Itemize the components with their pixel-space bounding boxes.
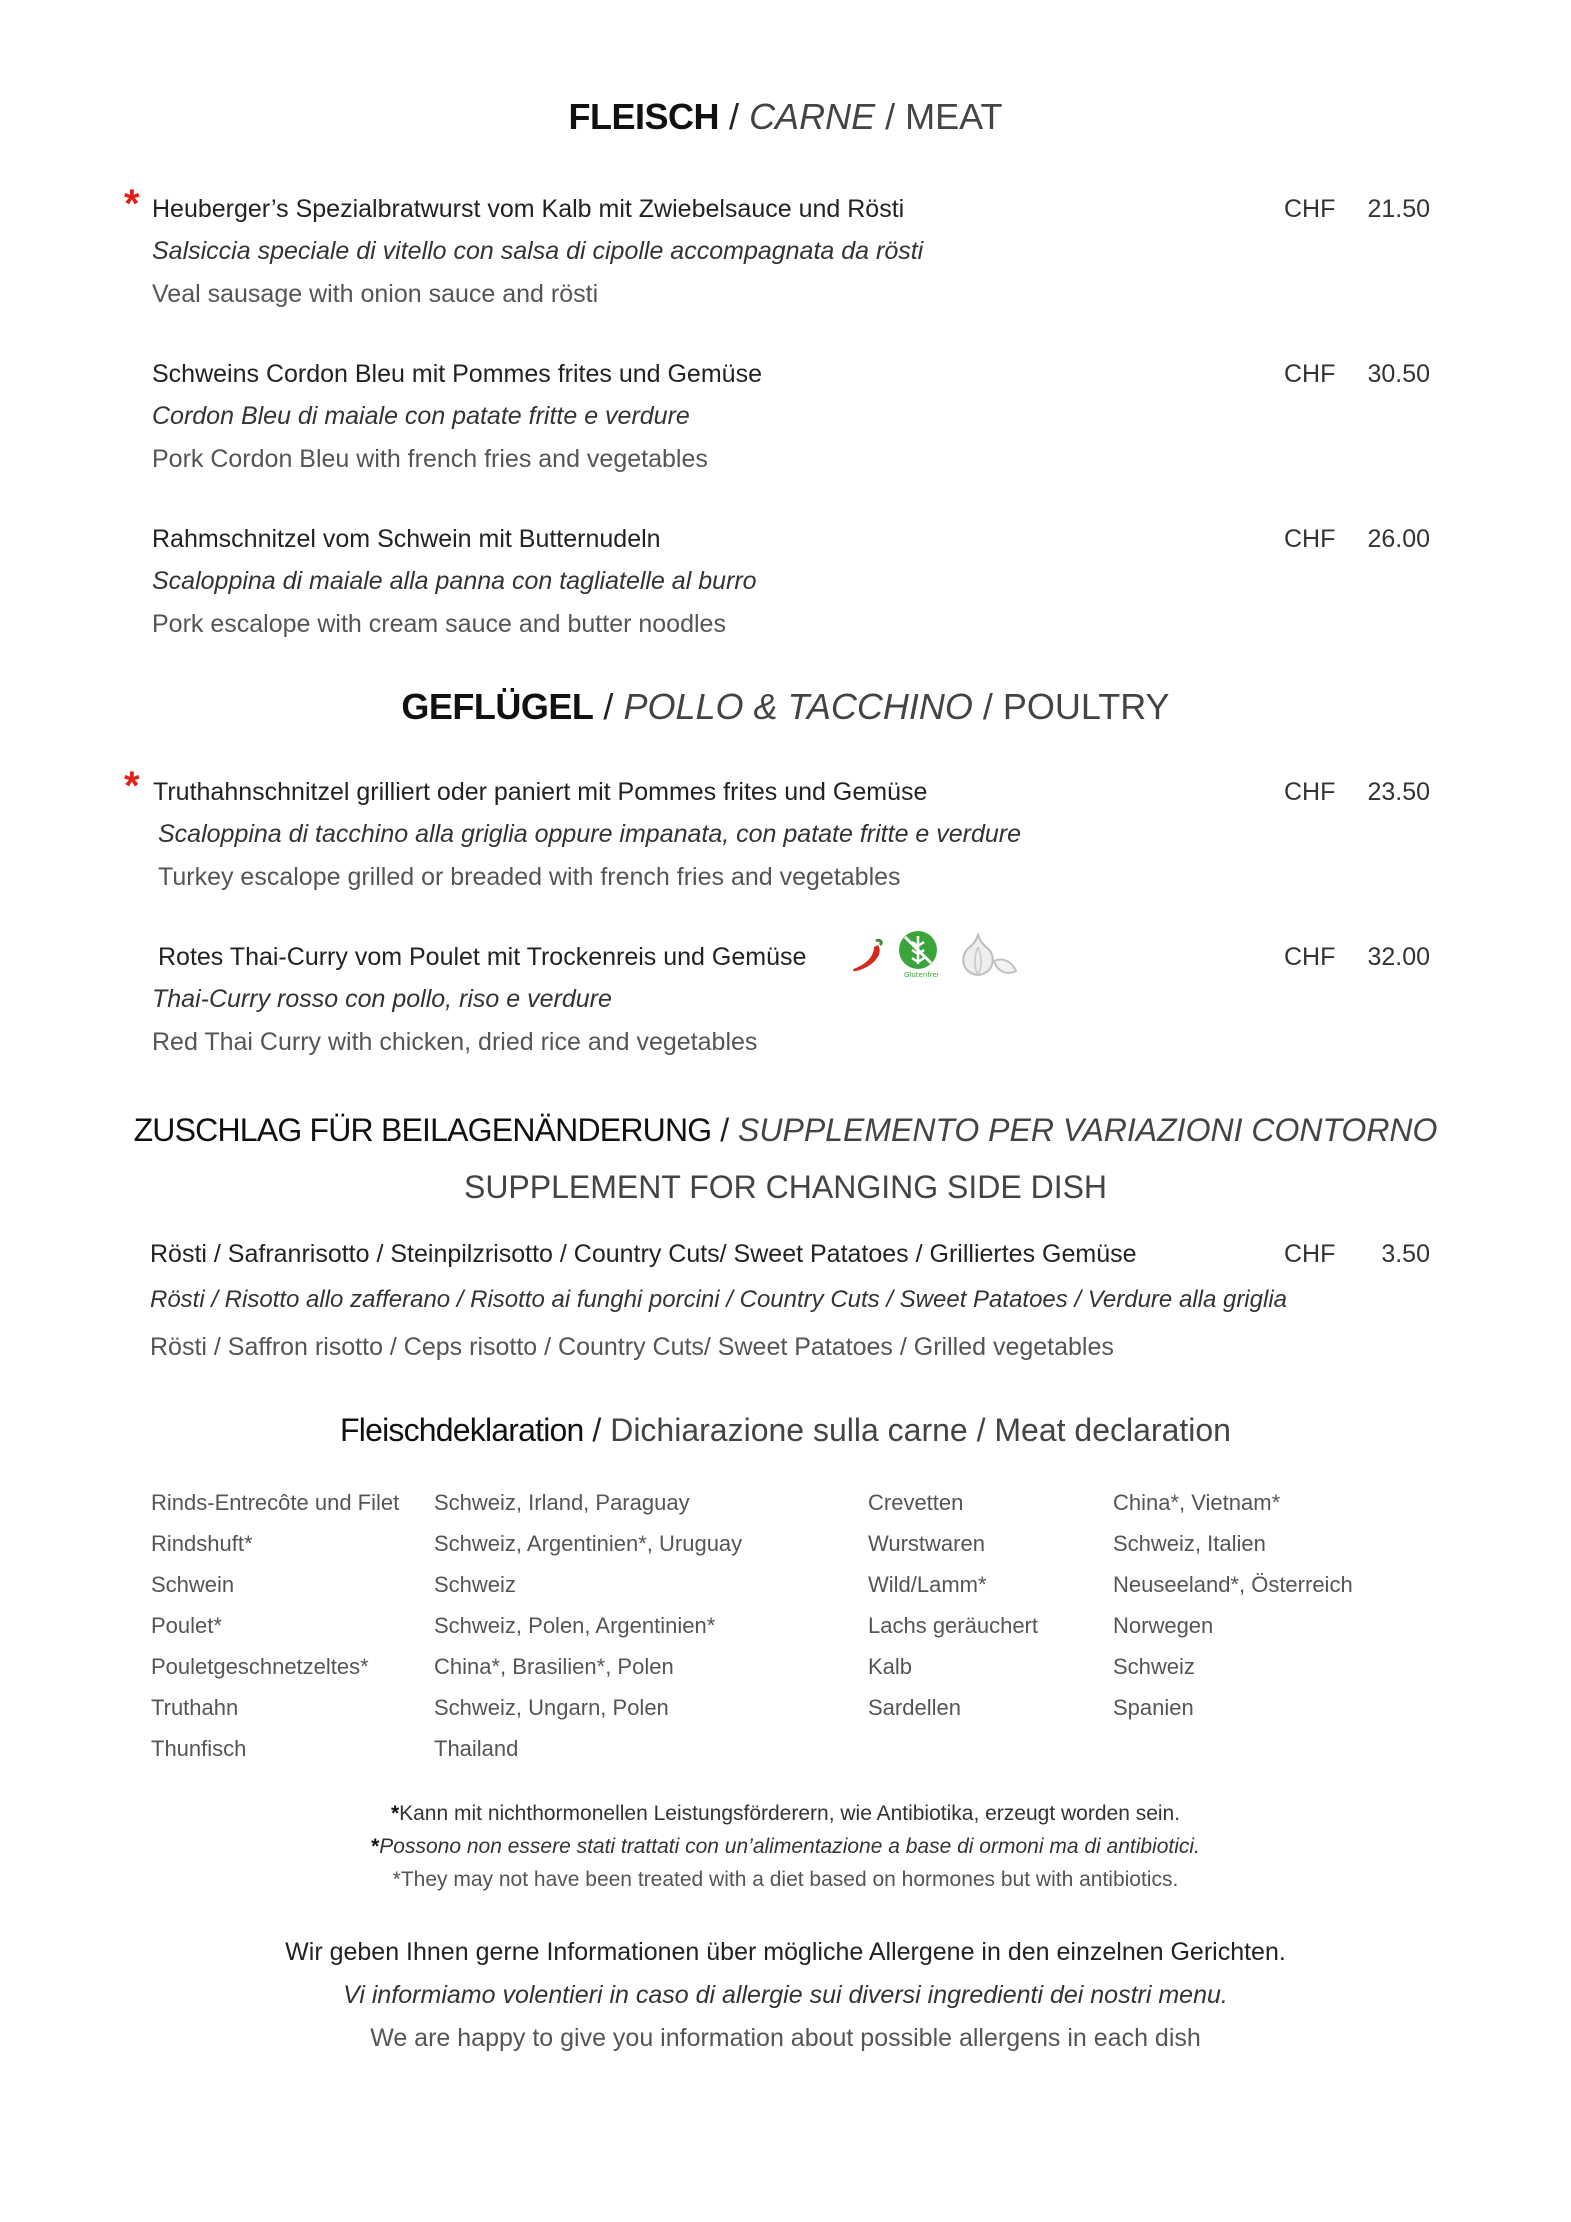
declaration-origin: Neuseeland*, Österreich [1113, 1572, 1353, 1597]
declaration-meat: Schwein [151, 1572, 235, 1597]
title-separator: / [593, 686, 624, 727]
menu-item-name-en: Turkey escalope grilled or breaded with french fries and vegetables [158, 863, 901, 891]
menu-item-price: 26.00 [1367, 525, 1430, 553]
section-title-poultry [0, 686, 1571, 728]
declaration-origin: Norwegen [1113, 1613, 1214, 1638]
title-it: POLLO & TACCHINO [623, 686, 973, 727]
menu-item-name-en: Red Thai Curry with chicken, dried rice and vegetables [152, 1028, 758, 1056]
allergen-info-de: Wir geben Ihnen gerne Informationen über mögliche Allergene in den einzelnen Gerichten. [285, 1938, 1286, 1966]
currency-label: CHF [1284, 778, 1336, 806]
currency-label: CHF [1284, 943, 1336, 971]
declaration-meat: Poulet* [151, 1613, 222, 1638]
menu-item-name-en: Veal sausage with onion sauce and rösti [152, 280, 599, 308]
title-separator: / [711, 1112, 739, 1148]
declaration-meat: Lachs geräuchert [868, 1613, 1038, 1638]
currency-label: CHF [1284, 525, 1336, 553]
menu-item-name-it: Cordon Bleu di maiale con patate fritte e verdure [152, 402, 690, 430]
title-de: ZUSCHLAG FÜR BEILAGENÄNDERUNG [133, 1112, 712, 1148]
footnote-it [0, 1835, 1571, 1859]
antibiotic-marker: * [124, 182, 140, 226]
declaration-meat: Rindshuft* [151, 1531, 253, 1556]
menu-item-name-it: Salsiccia speciale di vitello con salsa di cipolle accompagnata da rösti [152, 237, 924, 265]
allergen-info-it: Vi informiamo volentieri in caso di allergie sui diversi ingredienti dei nostri menu. [343, 1981, 1228, 2009]
declaration-origin: Schweiz [1113, 1654, 1195, 1679]
declaration-meat: Rinds-Entrecôte und Filet [151, 1490, 400, 1515]
title-de: Fleischdeklaration [340, 1412, 584, 1448]
title-separator: / [719, 96, 750, 137]
declaration-meat: Truthahn [151, 1695, 239, 1720]
declaration-meat: Crevetten [868, 1490, 964, 1515]
menu-item-name-de: Truthahnschnitzel grilliert oder paniert mit Pommes frites und Gemüse [153, 778, 928, 806]
title-en: POULTRY [1002, 686, 1170, 727]
menu-item-name-de: Heuberger’s Spezialbratwurst vom Kalb mit Zwiebelsauce und Rösti [152, 195, 905, 223]
menu-item-price: 32.00 [1367, 943, 1430, 971]
menu-item-price: 23.50 [1367, 778, 1430, 806]
title-de: FLEISCH [568, 96, 720, 137]
currency-label: CHF [1284, 195, 1336, 223]
declaration-meat: Wurstwaren [868, 1531, 985, 1556]
declaration-meat: Thunfisch [151, 1736, 247, 1761]
antibiotic-marker: * [124, 764, 140, 808]
title-it: SUPPLEMENTO PER VARIAZIONI CONTORNO [738, 1112, 1438, 1148]
declaration-origin: China*, Brasilien*, Polen [434, 1654, 674, 1679]
menu-item-name-de: Rahmschnitzel vom Schwein mit Butternudeln [152, 525, 661, 553]
title-rest: Dichiarazione sulla carne / Meat declaration [610, 1412, 1231, 1448]
declaration-meat: Pouletgeschnetzeltes* [151, 1654, 369, 1679]
footnote-marker: * [390, 1802, 400, 1825]
title-it: CARNE [749, 96, 876, 137]
supplement-name-de: Rösti / Safranrisotto / Steinpilzrisotto / Country Cuts/ Sweet Patatoes / Grilliertes Gemüse [150, 1240, 1137, 1268]
supplement-name-it: Rösti / Risotto allo zafferano / Risotto ai funghi porcini / Country Cuts / Sweet Patatoes / Verdure alla griglia [150, 1286, 1287, 1313]
section-subtitle-en: SUPPLEMENT FOR CHANGING SIDE DISH [463, 1169, 1108, 1205]
declaration-origin: Schweiz, Irland, Paraguay [434, 1490, 690, 1515]
declaration-meat: Kalb [868, 1654, 913, 1679]
section-title-declaration [0, 1412, 1571, 1449]
chili-icon [850, 935, 886, 980]
declaration-origin: Schweiz, Argentinien*, Uruguay [434, 1531, 743, 1556]
menu-item-name-it: Scaloppina di tacchino alla griglia oppure impanata, con patate fritte e verdure [158, 820, 1022, 848]
footnote-marker: * [371, 1835, 380, 1858]
menu-item-name-it: Scaloppina di maiale alla panna con tagliatelle al burro [152, 567, 757, 595]
currency-label: CHF [1284, 1240, 1336, 1268]
title-separator: / [972, 686, 1003, 727]
section-title-supplement [0, 1112, 1571, 1149]
supplement-price: 3.50 [1381, 1240, 1430, 1268]
title-separator: / [583, 1412, 611, 1448]
garlic-icon [950, 931, 1020, 984]
footnote-de [0, 1802, 1571, 1826]
footnote-de-text: Kann mit nichthormonellen Leistungsförderern, wie Antibiotika, erzeugt worden sein. [399, 1802, 1181, 1825]
declaration-origin: China*, Vietnam* [1113, 1490, 1281, 1515]
menu-item-price: 21.50 [1367, 195, 1430, 223]
section-title-meat [0, 96, 1571, 138]
declaration-origin: Spanien [1113, 1695, 1194, 1720]
declaration-origin: Schweiz [434, 1572, 516, 1597]
menu-item-name-de: Rotes Thai-Curry vom Poulet mit Trockenreis und Gemüse [158, 943, 807, 971]
footnote-en: *They may not have been treated with a diet based on hormones but with antibiotics. [392, 1868, 1179, 1891]
declaration-origin: Schweiz, Ungarn, Polen [434, 1695, 669, 1720]
title-separator: / [875, 96, 906, 137]
gluten-free-icon [896, 930, 940, 985]
declaration-origin: Schweiz, Polen, Argentinien* [434, 1613, 716, 1638]
menu-item-name-de: Schweins Cordon Bleu mit Pommes frites und Gemüse [152, 360, 762, 388]
declaration-origin: Schweiz, Italien [1113, 1531, 1266, 1556]
menu-item-name-en: Pork Cordon Bleu with french fries and vegetables [152, 445, 708, 473]
menu-item-price: 30.50 [1367, 360, 1430, 388]
menu-item-name-it: Thai-Curry rosso con pollo, riso e verdure [152, 985, 612, 1013]
gluten-free-label: Glutenfrei [904, 971, 939, 979]
menu-item-name-en: Pork escalope with cream sauce and butter noodles [152, 610, 726, 638]
declaration-meat: Sardellen [868, 1695, 961, 1720]
supplement-name-en: Rösti / Saffron risotto / Ceps risotto / Country Cuts/ Sweet Patatoes / Grilled vegetables [150, 1333, 1114, 1361]
declaration-origin: Thailand [434, 1736, 519, 1761]
title-de: GEFLÜGEL [401, 686, 594, 727]
declaration-meat: Wild/Lamm* [868, 1572, 987, 1597]
currency-label: CHF [1284, 360, 1336, 388]
title-en: MEAT [905, 96, 1003, 137]
dish-icons [850, 930, 1020, 985]
allergen-info-en: We are happy to give you information about possible allergens in each dish [370, 2024, 1201, 2052]
footnote-it-text: Possono non essere stati trattati con un’alimentazione a base di ormoni ma di antibiotici. [379, 1835, 1200, 1858]
